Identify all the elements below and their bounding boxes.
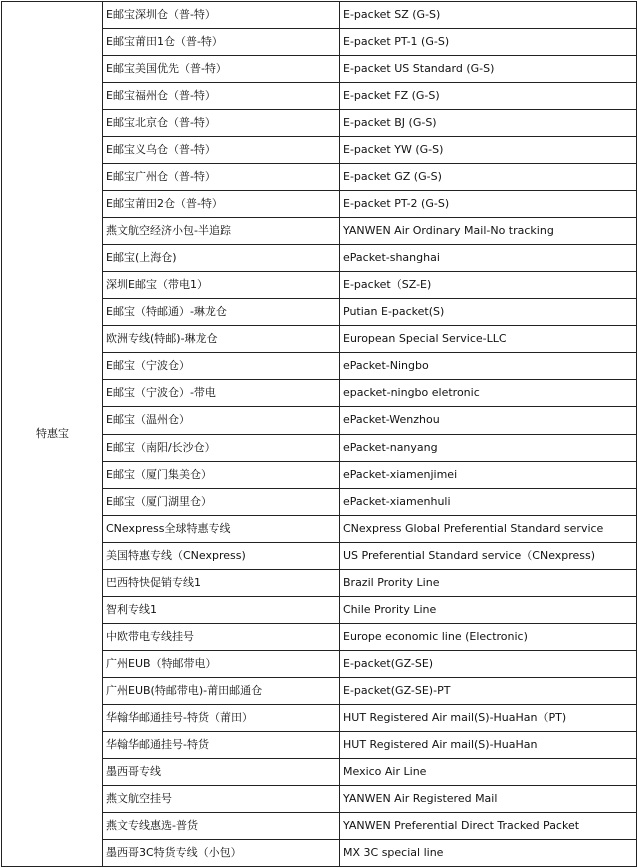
chinese-service-name: E邮宝（厦门集美仓）	[103, 461, 340, 488]
chinese-service-name: 华翰华邮通挂号-特货	[103, 731, 340, 758]
chinese-service-name: CNexpress全球特惠专线	[103, 515, 340, 542]
shipping-services-table	[1, 1, 637, 867]
chinese-service-name: 燕文专线惠选-普货	[103, 812, 340, 839]
english-service-name: E-packet(GZ-SE)-PT	[340, 677, 637, 704]
english-service-name: ePacket-nanyang	[340, 434, 637, 461]
chinese-service-name: E邮宝美国优先（普-特）	[103, 56, 340, 83]
english-service-name: Putian E-packet(S)	[340, 299, 637, 326]
chinese-service-name: 巴西特快促销专线1	[103, 569, 340, 596]
english-service-name: Europe economic line (Electronic)	[340, 623, 637, 650]
chinese-service-name: 燕文航空挂号	[103, 785, 340, 812]
english-service-name: ePacket-xiamenhuli	[340, 488, 637, 515]
english-service-name: Mexico Air Line	[340, 758, 637, 785]
english-service-name: HUT Registered Air mail(S)-HuaHan（PT)	[340, 704, 637, 731]
english-service-name: ePacket-Ningbo	[340, 353, 637, 380]
english-service-name: Chile Prority Line	[340, 596, 637, 623]
table-body	[2, 2, 637, 867]
chinese-service-name: 深圳E邮宝（带电1）	[103, 272, 340, 299]
chinese-service-name: E邮宝（特邮通）-琳龙仓	[103, 299, 340, 326]
english-service-name: US Preferential Standard service（CNexpress)	[340, 542, 637, 569]
table-row	[2, 2, 637, 29]
category-cell: 特惠宝	[2, 2, 103, 867]
english-service-name: HUT Registered Air mail(S)-HuaHan	[340, 731, 637, 758]
chinese-service-name: 智利专线1	[103, 596, 340, 623]
chinese-service-name: E邮宝（宁波仓）	[103, 353, 340, 380]
english-service-name: E-packet(GZ-SE)	[340, 650, 637, 677]
english-service-name: ePacket-xiamenjimei	[340, 461, 637, 488]
english-service-name: European Special Service-LLC	[340, 326, 637, 353]
chinese-service-name: 欧洲专线(特邮)-琳龙仓	[103, 326, 340, 353]
chinese-service-name: E邮宝（南阳/长沙仓）	[103, 434, 340, 461]
chinese-service-name: 燕文航空经济小包-半追踪	[103, 218, 340, 245]
chinese-service-name: 广州EUB（特邮带电）	[103, 650, 340, 677]
chinese-service-name: E邮宝福州仓（普-特）	[103, 83, 340, 110]
chinese-service-name: 墨西哥3C特货专线（小包）	[103, 839, 340, 866]
chinese-service-name: E邮宝（温州仓）	[103, 407, 340, 434]
english-service-name: YANWEN Preferential Direct Tracked Packet	[340, 812, 637, 839]
english-service-name: E-packet PT-2 (G-S)	[340, 191, 637, 218]
english-service-name: E-packet（SZ-E)	[340, 272, 637, 299]
chinese-service-name: 墨西哥专线	[103, 758, 340, 785]
chinese-service-name: E邮宝莆田2仓（普-特）	[103, 191, 340, 218]
chinese-service-name: E邮宝(上海仓)	[103, 245, 340, 272]
english-service-name: ePacket-shanghai	[340, 245, 637, 272]
chinese-service-name: 美国特惠专线（CNexpress)	[103, 542, 340, 569]
english-service-name: epacket-ningbo eletronic	[340, 380, 637, 407]
english-service-name: MX 3C special line	[340, 839, 637, 866]
english-service-name: E-packet FZ (G-S)	[340, 83, 637, 110]
english-service-name: E-packet BJ (G-S)	[340, 110, 637, 137]
english-service-name: Brazil Prority Line	[340, 569, 637, 596]
chinese-service-name: E邮宝（宁波仓）-带电	[103, 380, 340, 407]
chinese-service-name: 中欧带电专线挂号	[103, 623, 340, 650]
chinese-service-name: E邮宝深圳仓（普-特）	[103, 2, 340, 29]
english-service-name: E-packet YW (G-S)	[340, 137, 637, 164]
english-service-name: ePacket-Wenzhou	[340, 407, 637, 434]
english-service-name: YANWEN Air Registered Mail	[340, 785, 637, 812]
chinese-service-name: E邮宝广州仓（普-特）	[103, 164, 340, 191]
chinese-service-name: E邮宝（厦门湖里仓）	[103, 488, 340, 515]
chinese-service-name: 广州EUB(特邮带电)-莆田邮通仓	[103, 677, 340, 704]
english-service-name: E-packet SZ (G-S)	[340, 2, 637, 29]
chinese-service-name: E邮宝莆田1仓（普-特）	[103, 29, 340, 56]
english-service-name: CNexpress Global Preferential Standard service	[340, 515, 637, 542]
english-service-name: E-packet GZ (G-S)	[340, 164, 637, 191]
chinese-service-name: E邮宝北京仓（普-特）	[103, 110, 340, 137]
chinese-service-name: E邮宝义乌仓（普-特）	[103, 137, 340, 164]
english-service-name: E-packet US Standard (G-S)	[340, 56, 637, 83]
english-service-name: YANWEN Air Ordinary Mail-No tracking	[340, 218, 637, 245]
english-service-name: E-packet PT-1 (G-S)	[340, 29, 637, 56]
chinese-service-name: 华翰华邮通挂号-特货（莆田）	[103, 704, 340, 731]
